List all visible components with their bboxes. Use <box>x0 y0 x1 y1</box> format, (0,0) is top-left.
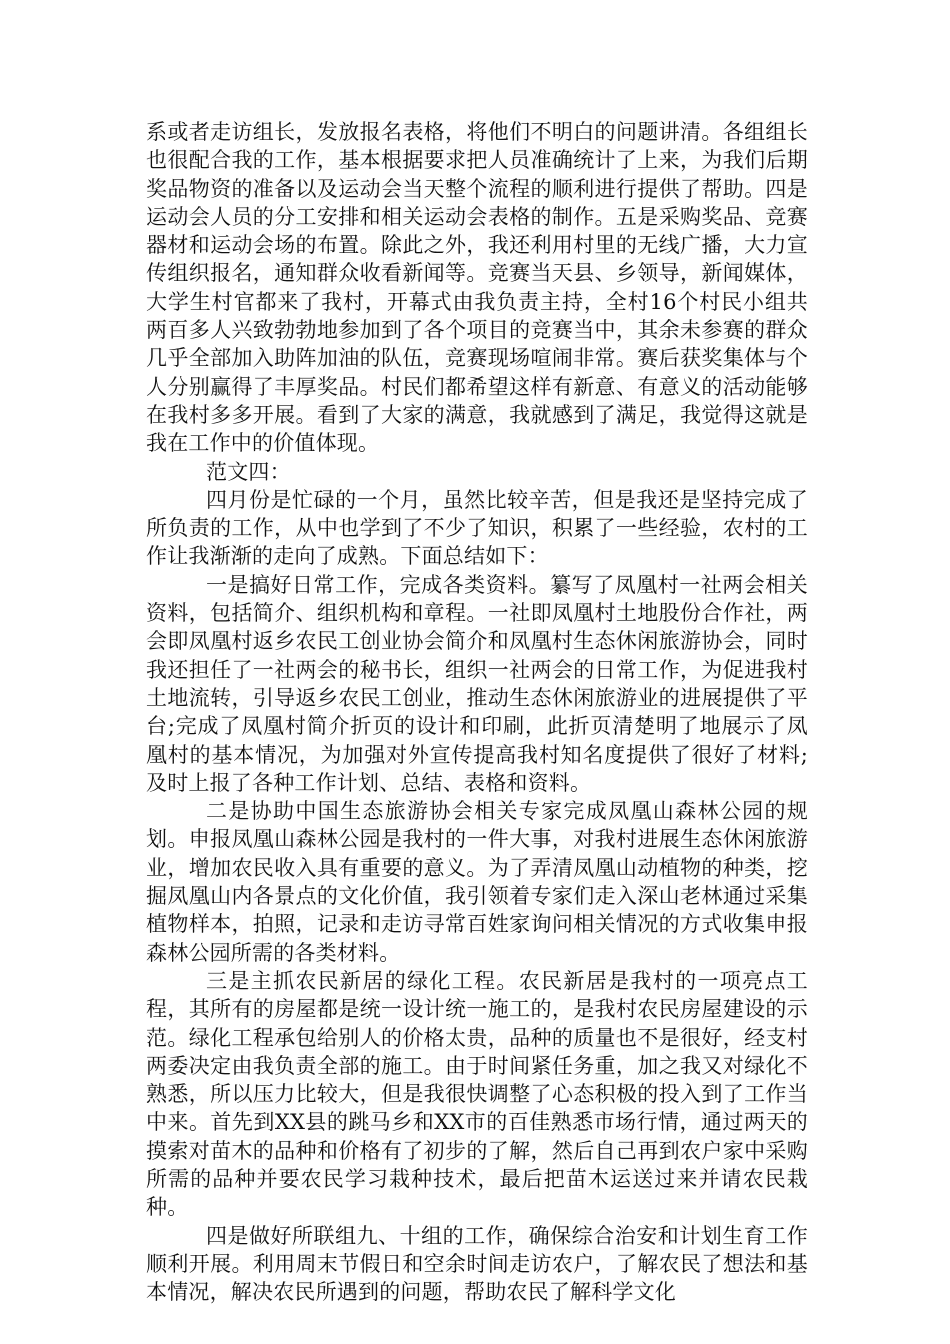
paragraph-item-1: 一是搞好日常工作，完成各类资料。纂写了凤凰村一社两会相关资料，包括简介、组织机构和章程。一社即凤凰村土地股份合作社，两会即凤凰村返乡农民工创业协会简介和凤凰村生态休闲旅游协会，同时我还担任了一社两会的秘书长，组织一社两会的日常工作，为促进我村土地流转，引导返乡农民工创业，推动生态休闲旅游业的进展提供了平台;完成了凤凰村简介折页的设计和印刷，此折页清楚明了地展示了凤凰村的基本情况，为加强对外宣传提高我村知名度提供了很好了材料;及时上报了各种工作计划、总结、表格和资料。 <box>146 572 808 795</box>
paragraph-intro: 四月份是忙碌的一个月，虽然比较辛苦，但是我还是坚持完成了所负责的工作，从中也学到了不少了知识，积累了一些经验，农村的工作让我渐渐的走向了成熟。下面总结如下： <box>146 487 808 569</box>
paragraph-item-3: 三是主抓农民新居的绿化工程。农民新居是我村的一项亮点工程，其所有的房屋都是统一设计统一施工的，是我村农民房屋建设的示范。绿化工程承包给别人的价格太贵，品种的质量也不是很好，经支村两委决定由我负责全部的施工。由于时间紧任务重，加之我又对绿化不熟悉，所以压力比较大，但是我很快调整了心态积极的投入到了工作当中来。首先到XX县的跳马乡和XX市的百佳熟悉市场行情，通过两天的摸索对苗木的品种和价格有了初步的了解，然后自己再到农户家中采购所需的品种并要农民学习栽种技术，最后把苗木运送过来并请农民栽种。 <box>146 968 808 1220</box>
paragraph-1: 系或者走访组长，发放报名表格，将他们不明白的问题讲清。各组组长也很配合我的工作，基本根据要求把人员准确统计了上来，为我们后期奖品物资的准备以及运动会当天整个流程的顺利进行提供了帮助。四是运动会人员的分工安排和相关运动会表格的制作。五是采购奖品、竞赛器材和运动会场的布置。除此之外，我还利用村里的无线广播，大力宣传组织报名，通知群众收看新闻等。竞赛当天县、乡领导，新闻媒体，大学生村官都来了我村，开幕式由我负责主持，全村16个村民小组共两百多人兴致勃勃地参加到了各个项目的竞赛当中，其余未参赛的群众几乎全部加入助阵加油的队伍，竞赛现场喧闹非常。赛后获奖集体与个人分别赢得了丰厚奖品。村民们都希望这样有新意、有意义的活动能够在我村多多开展。看到了大家的满意，我就感到了满足，我觉得这就是我在工作中的价值体现。 <box>146 120 808 456</box>
paragraph-heading-fanwen-si: 范文四： <box>206 459 291 484</box>
document-body <box>146 118 808 1306</box>
paragraph-item-4: 四是做好所联组九、十组的工作，确保综合治安和计划生育工作顺利开展。利用周末节假日和空余时间走访农户，了解农民了想法和基本情况，解决农民所遇到的问题，帮助农民了解科学文化 <box>146 1223 808 1305</box>
paragraph-item-2: 二是协助中国生态旅游协会相关专家完成凤凰山森林公园的规划。申报凤凰山森林公园是我村的一件大事，对我村进展生态休闲旅游业，增加农民收入具有重要的意义。为了弄清凤凰山动植物的种类，挖掘凤凰山内各景点的文化价值，我引领着专家们走入深山老林通过采集植物样本，拍照，记录和走访寻常百姓家询问相关情况的方式收集申报森林公园所需的各类材料。 <box>146 799 808 965</box>
